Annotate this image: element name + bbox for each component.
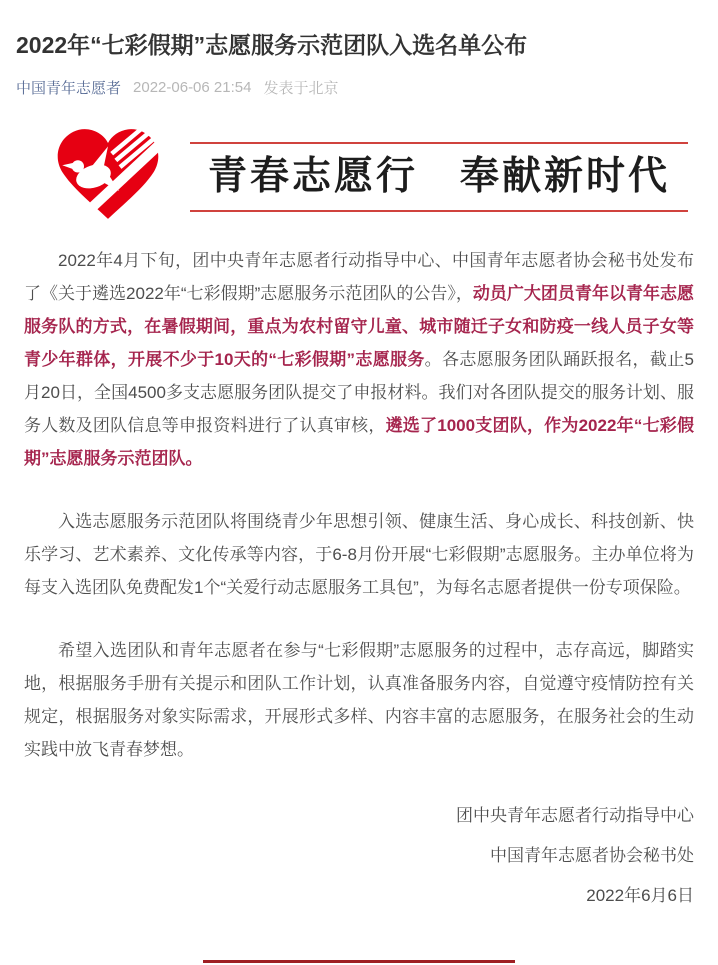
article-body [24, 244, 694, 766]
byline [16, 77, 702, 98]
body-paragraph [24, 505, 694, 604]
publish-datetime: 2022-06-06 21:54 [133, 79, 252, 96]
signature-block [24, 796, 694, 916]
signature-line-org-2: 中国青年志愿者协会秘书处 [490, 846, 694, 865]
body-text-segment: 入选志愿服务示范团队将围绕青少年思想引领、健康生活、身心成长、科技创新、快乐学习、艺术素养、文化传承等内容，于6-8月份开展“七彩假期”志愿服务。主办单位将为每支入选团队免费配发1个“关爱行动志愿服务工具包”，为每名志愿者提供一份专项保险。 [24, 512, 694, 597]
volunteer-heart-dove-logo [52, 124, 164, 230]
account-name-link[interactable]: 中国青年志愿者 [16, 80, 122, 97]
body-text-segment: 2022年4月下旬，团中央青年志愿者行动指导中心、中国青年志愿者协会秘书处发布了《关于遴选2022年“七彩假期”志愿服务示范团队的公告》， [24, 251, 694, 303]
publish-location: 发表于北京 [263, 80, 339, 97]
bottom-divider-line [203, 960, 515, 963]
body-text-segment: 希望入选团队和青年志愿者在参与“七彩假期”志愿服务的过程中，志存高远，脚踏实地，根据服务手册有关提示和团队工作计划，认真准备服务内容，自觉遵守疫情防控有关规定，根据服务对象实际需求，开展形式多样、内容丰富的志愿服务，在服务社会的生动实践中放飞青春梦想。 [24, 641, 694, 759]
page-title: 2022年“七彩假期”志愿服务示范团队入选名单公布 [16, 32, 528, 58]
body-paragraph [24, 634, 694, 766]
emphasized-text: 动员广大团员青年以青年志愿服务队的方式，在暑假期间，重点为农村留守儿童、城市随迁子女和防疫一线人员子女等青少年群体，开展不少于10天的“七彩假期”志愿服务 [24, 284, 695, 369]
signature-line-org-1: 团中央青年志愿者行动指导中心 [456, 806, 694, 825]
article-page [0, 28, 718, 916]
body-text-segment: 。各志愿服务团队踊跃报名，截止5月20日，全国4500多支志愿服务团队提交了申报材料。我们对各团队提交的服务计划、服务人数及团队信息等申报资料进行了认真审核， [24, 350, 694, 435]
emphasized-text: 遴选了1000支团队，作为2022年“七彩假期”志愿服务示范团队。 [24, 416, 695, 468]
article-banner [52, 124, 688, 230]
signature-line-date: 2022年6月6日 [586, 886, 694, 905]
body-paragraph [24, 244, 694, 475]
banner-slogan-box [190, 142, 688, 212]
banner-slogan: 青春志愿行 奉献新时代 [207, 153, 670, 199]
